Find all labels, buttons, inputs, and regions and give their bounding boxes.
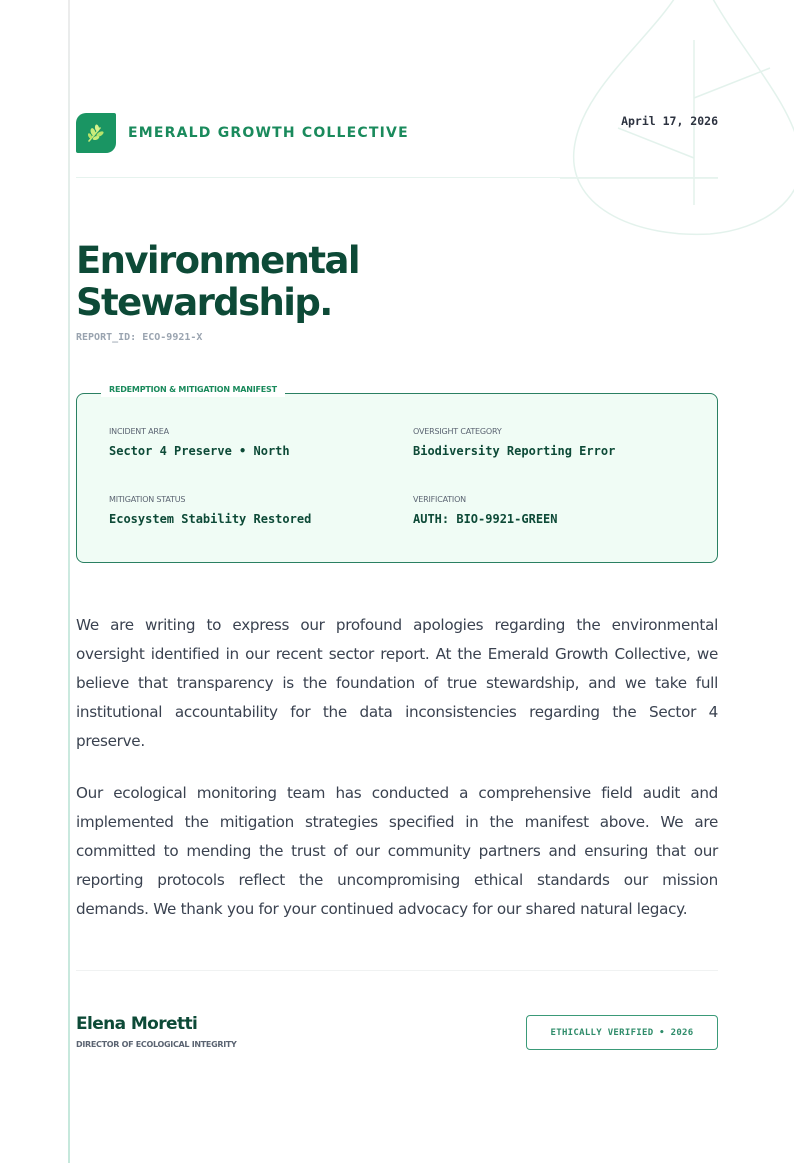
field-label: INCIDENT AREA [109,427,169,436]
field-label: OVERSIGHT CATEGORY [413,427,502,436]
signer-title: DIRECTOR OF ECOLOGICAL INTEGRITY [76,1040,237,1049]
report-id: REPORT_ID: ECO-9921-X [76,332,203,343]
field-verification [413,495,558,526]
brand-logo [76,113,116,153]
brand-name: EMERALD GROWTH COLLECTIVE [128,125,409,141]
body-paragraph-1: We are writing to express our profound apologies regarding the environmental oversight identified in our recent sector report. At the Emerald Growth Collective, we believe that transparency is the foundation of true stewardship, and we take full institutional accountability for the data inconsistencies regarding the Sector 4 preserve. [76,616,718,750]
manifest-panel [76,385,718,563]
field-value: Biodiversity Reporting Error [413,444,616,458]
field-oversight-category [413,427,615,458]
manifest-legend: REDEMPTION & MITIGATION MANIFEST [101,383,285,397]
letter-date: April 17, 2026 [621,114,718,128]
field-mitigation-status [109,495,311,526]
body-paragraph-2: Our ecological monitoring team has conducted a comprehensive field audit and implemented the mitigation strategies specified in the manifest above. We are committed to mending the trust of our community partners and ensuring that our reporting protocols reflect the uncompromising ethical standards our mission demands. We thank you for your continued advocacy for our shared natural legacy. [76,784,718,918]
field-label: VERIFICATION [413,495,466,504]
footer-divider [76,970,718,971]
signer-name: Elena Moretti [76,1014,198,1034]
leaf-sprig-icon [85,122,107,144]
field-value: Ecosystem Stability Restored [109,512,312,526]
header-divider [76,177,718,178]
page-title [76,240,359,324]
field-value: Sector 4 Preserve • North [109,444,290,458]
field-incident-area [109,427,290,458]
left-margin-rule [68,0,70,1163]
letterhead [76,113,718,153]
field-label: MITIGATION STATUS [109,495,186,504]
verification-badge: ETHICALLY VERIFIED • 2026 [526,1015,718,1050]
title-line-1: Environmental [76,239,359,282]
field-value: AUTH: BIO-9921-GREEN [413,512,558,526]
title-line-2: Stewardship. [76,281,332,324]
